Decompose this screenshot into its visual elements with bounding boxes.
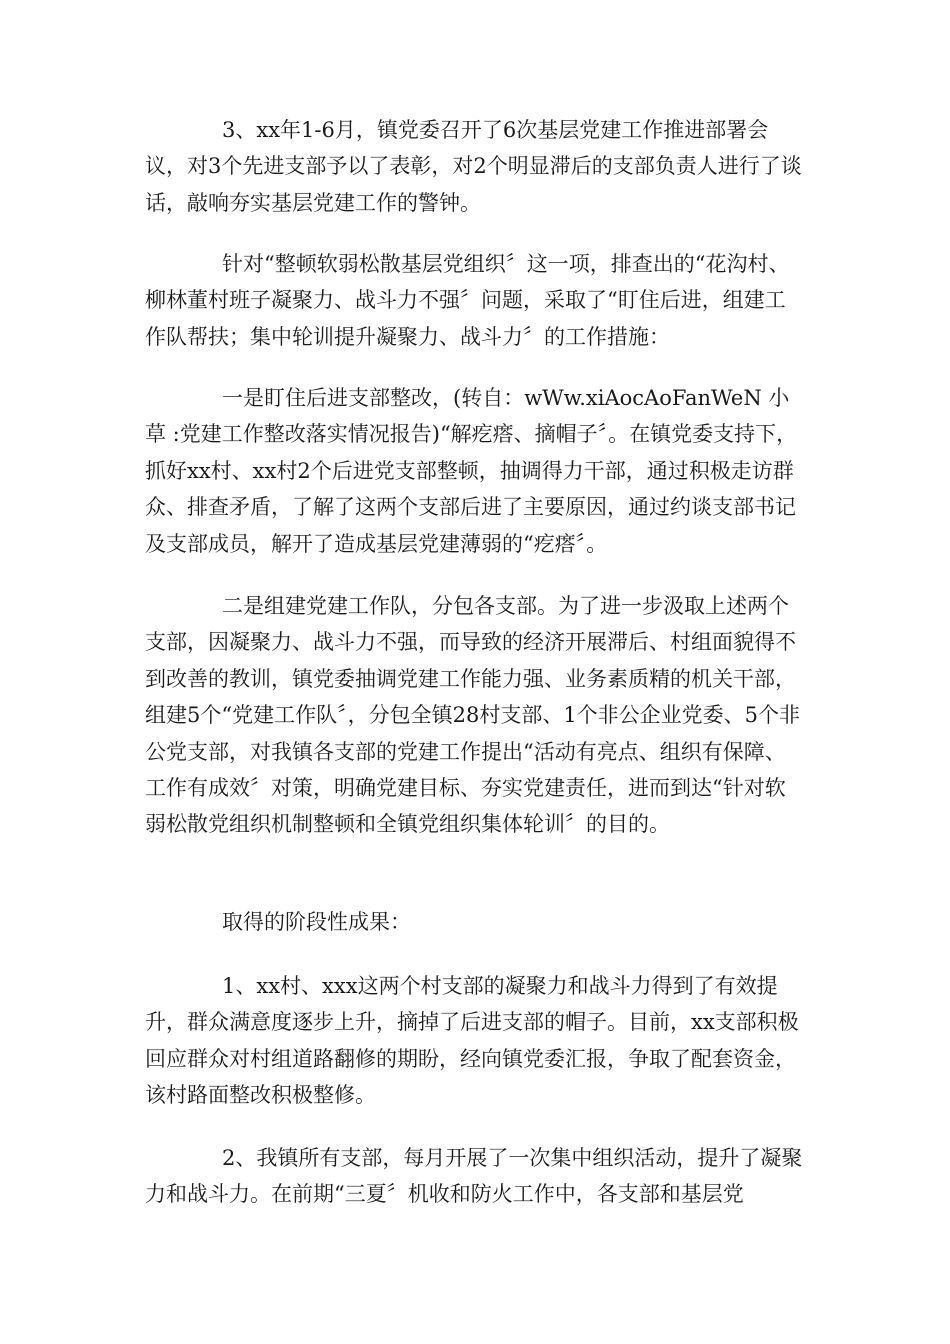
paragraph-rectification-target: 针对“整顿软弱松散基层党组织〞这一项，排查出的“花沟村、柳林董村班子凝聚力、战斗力不强〞问题，采取了“盯住后进，组建工作队帮扶；集中轮训提升凝聚力、战斗力〞的工作措施： [145,252,790,349]
paragraph-result-two: 2、我镇所有支部，每月开展了一次集中组织活动，提升了凝聚力和战斗力。在前期“三夏〞机收和防火工作中，各支部和基层党 [145,1146,803,1207]
paragraph-measure-one: 一是盯住后进支部整改，(转自：wWw.xiAocAoFanWeN 小草 :党建工作整改落实情况报告)“解疙瘩、摘帽子〞。在镇党委支持下，抓好xx村、xx村2个后进党支部整顿，抽调得力干部，通过积极走访群众、排查矛盾，了解了这两个支部后进了主要原因，通过约谈支部书记及支部成员，解开了造成基层党建薄弱的“疙瘩〞。 [145,386,798,556]
paragraph-result-one: 1、xx村、xxx这两个村支部的凝聚力和战斗力得到了有效提升，群众满意度逐步上升，摘掉了后进支部的帽子。目前，xx支部积极回应群众对村组道路翻修的期盼，经向镇党委汇报，争取了配套资金，该村路面整改积极整修。 [145,974,799,1108]
paragraph-meeting-summary: 3、xx年1-6月，镇党委召开了6次基层党建工作推进部署会议，对3个先进支部予以了表彰，对2个明显滞后的支部负责人进行了谈话，敲响夯实基层党建工作的警钟。 [145,118,802,215]
paragraph-measure-two: 二是组建党建工作队，分包各支部。为了进一步汲取上述两个支部，因凝聚力、战斗力不强，而导致的经济开展滞后、村组面貌得不到改善的教训，镇党委抽调党建工作能力强、业务素质精的机关干部，组建5个“党建工作队〞，分包全镇28村支部、1个非公企业党委、5个非公党支部，对我镇各支部的党建工作提出“活动有亮点、组织有保障、工作有成效〞对策，明确党建目标、夯实党建责任，进而到达“针对软弱松散党组织机制整顿和全镇党组织集体轮训〞的目的。 [145,594,801,837]
paragraph-results-heading: 取得的阶段性成果： [222,910,411,934]
